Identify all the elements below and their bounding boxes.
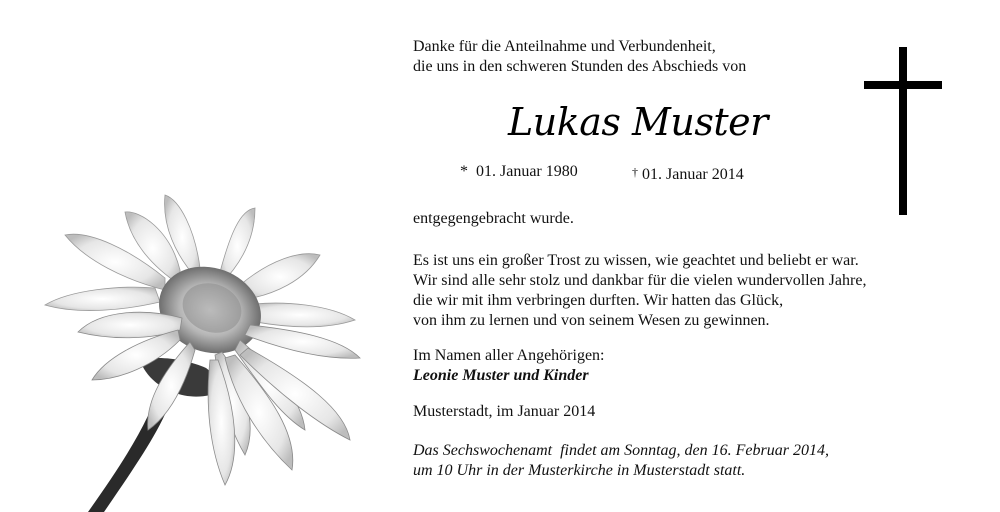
service-notice xyxy=(413,441,829,481)
death-date xyxy=(632,162,744,185)
latin-cross-icon xyxy=(864,47,942,215)
family-name: Leonie Muster und Kinder xyxy=(413,367,589,384)
message-line: die wir mit ihm verbringen durften. Wir hatten das Glück, xyxy=(413,292,784,309)
message-line: Wir sind alle sehr stolz und dankbar für die vielen wundervollen Jahre, xyxy=(413,272,867,289)
message-line: Es ist uns ein großer Trost zu wissen, wie geachtet und beliebt er war. xyxy=(413,252,859,269)
death-symbol: † xyxy=(632,165,638,179)
intro-line-1: Danke für die Anteilnahme und Verbundenheit, xyxy=(413,38,716,55)
birth-date xyxy=(460,162,578,182)
family-intro: Im Namen aller Angehörigen: xyxy=(413,347,605,364)
notice-line-2: um 10 Uhr in der Musterkirche in Musterstadt statt. xyxy=(413,462,746,479)
gerbera-flower-image xyxy=(30,190,380,512)
birth-date-value: 01. Januar 1980 xyxy=(476,163,578,180)
deceased-name: Lukas Muster xyxy=(508,100,768,144)
after-text: entgegengebracht wurde. xyxy=(413,210,574,227)
intro-line-2: die uns in den schweren Stunden des Abschieds von xyxy=(413,58,747,75)
message-line: von ihm zu lernen und von seinem Wesen zu gewinnen. xyxy=(413,312,770,329)
place-date: Musterstadt, im Januar 2014 xyxy=(413,403,596,420)
birth-symbol: * xyxy=(460,163,468,180)
family-block xyxy=(413,346,605,386)
intro-text xyxy=(413,37,746,77)
message-paragraph xyxy=(413,251,866,331)
notice-line-1: Das Sechswochenamt findet am Sonntag, den 16. Februar 2014, xyxy=(413,442,829,459)
death-date-value: 01. Januar 2014 xyxy=(642,166,744,183)
